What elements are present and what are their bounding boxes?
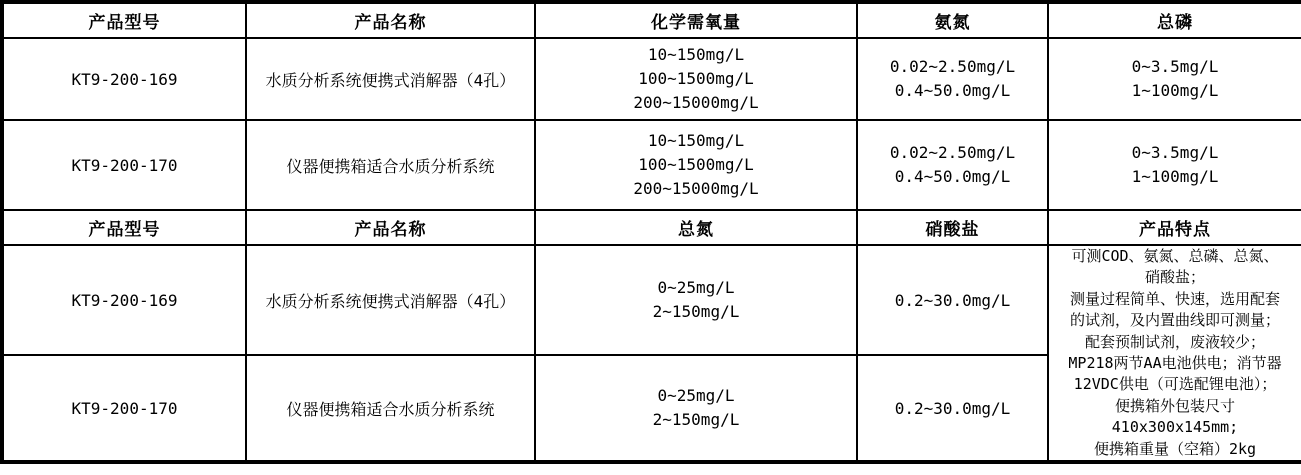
- section2-header-row: [2, 210, 1301, 245]
- ammonia-range: 0.02~2.50mg/L: [889, 143, 1016, 162]
- phosphorus-range: 0~3.5mg/L: [1131, 57, 1219, 76]
- header-product-model: 产品型号: [2, 2, 246, 38]
- cod-range: 200~15000mg/L: [633, 93, 759, 112]
- header-nitrate: 硝酸盐: [857, 210, 1048, 245]
- ammonia-cell: [857, 38, 1048, 120]
- phosphorus-cell: [1048, 38, 1301, 120]
- header-total-nitrogen: 总氮: [535, 210, 857, 245]
- cod-range: 10~150mg/L: [647, 45, 745, 64]
- name-cell: 仪器便携箱适合水质分析系统: [246, 355, 535, 462]
- feature-line: 便携箱重量（空箱）2kg: [1093, 439, 1257, 458]
- name-cell: 水质分析系统便携式消解器（4孔）: [246, 38, 535, 120]
- nitrogen-range: 2~150mg/L: [652, 302, 740, 322]
- cod-cell: [535, 38, 857, 120]
- ammonia-range: 0.02~2.50mg/L: [889, 57, 1016, 76]
- nitrogen-cell: [535, 355, 857, 462]
- nitrogen-range: 0~25mg/L: [657, 386, 735, 406]
- phosphorus-range: 1~100mg/L: [1131, 167, 1219, 186]
- feature-line: 测量过程简单、快速，选用配套: [1069, 289, 1280, 308]
- model-cell: KT9-200-170: [2, 355, 246, 462]
- feature-line: 12VDC供电（可选配锂电池）；: [1073, 375, 1277, 394]
- table-row: [2, 38, 1301, 120]
- cod-range: 200~15000mg/L: [633, 179, 759, 198]
- name-cell: 水质分析系统便携式消解器（4孔）: [246, 245, 535, 355]
- feature-line: 可测COD、氨氮、总磷、总氮、: [1071, 247, 1279, 265]
- header-cod: 化学需氧量: [535, 2, 857, 38]
- nitrate-cell: 0.2~30.0mg/L: [857, 245, 1048, 355]
- product-features-cell: [1048, 245, 1301, 462]
- table-row: [2, 120, 1301, 210]
- ammonia-cell: [857, 120, 1048, 210]
- feature-line: MP218两节AA电池供电；消节器: [1068, 354, 1282, 373]
- header-product-model: 产品型号: [2, 210, 246, 245]
- model-cell: KT9-200-170: [2, 120, 246, 210]
- feature-line: 410x300x145mm;: [1111, 418, 1239, 437]
- nitrate-cell: 0.2~30.0mg/L: [857, 355, 1048, 462]
- header-ammonia-nitrogen: 氨氮: [857, 2, 1048, 38]
- header-product-name: 产品名称: [246, 210, 535, 245]
- cod-range: 100~1500mg/L: [638, 69, 754, 88]
- ammonia-range: 0.4~50.0mg/L: [894, 81, 1011, 100]
- cod-range: 100~1500mg/L: [638, 155, 754, 174]
- feature-line: 便携箱外包装尺寸: [1114, 396, 1235, 415]
- header-product-name: 产品名称: [246, 2, 535, 38]
- cod-range: 10~150mg/L: [647, 131, 745, 150]
- nitrogen-range: 0~25mg/L: [657, 278, 735, 298]
- header-total-phosphorus: 总磷: [1048, 2, 1301, 38]
- model-cell: KT9-200-169: [2, 38, 246, 120]
- phosphorus-cell: [1048, 120, 1301, 210]
- cod-cell: [535, 120, 857, 210]
- feature-line: 配套预制试剂，废液较少；: [1084, 332, 1265, 351]
- name-cell: 仪器便携箱适合水质分析系统: [246, 120, 535, 210]
- phosphorus-range: 1~100mg/L: [1131, 81, 1219, 100]
- nitrogen-range: 2~150mg/L: [652, 410, 740, 430]
- ammonia-range: 0.4~50.0mg/L: [894, 167, 1011, 186]
- header-product-features: 产品特点: [1048, 210, 1301, 245]
- feature-line: 的试剂，及内置曲线即可测量；: [1069, 311, 1280, 330]
- table-row: [2, 245, 1301, 355]
- section1-header-row: [2, 2, 1301, 38]
- phosphorus-range: 0~3.5mg/L: [1131, 143, 1219, 162]
- feature-line: 硝酸盐；: [1144, 268, 1205, 287]
- nitrogen-cell: [535, 245, 857, 355]
- model-cell: KT9-200-169: [2, 245, 246, 355]
